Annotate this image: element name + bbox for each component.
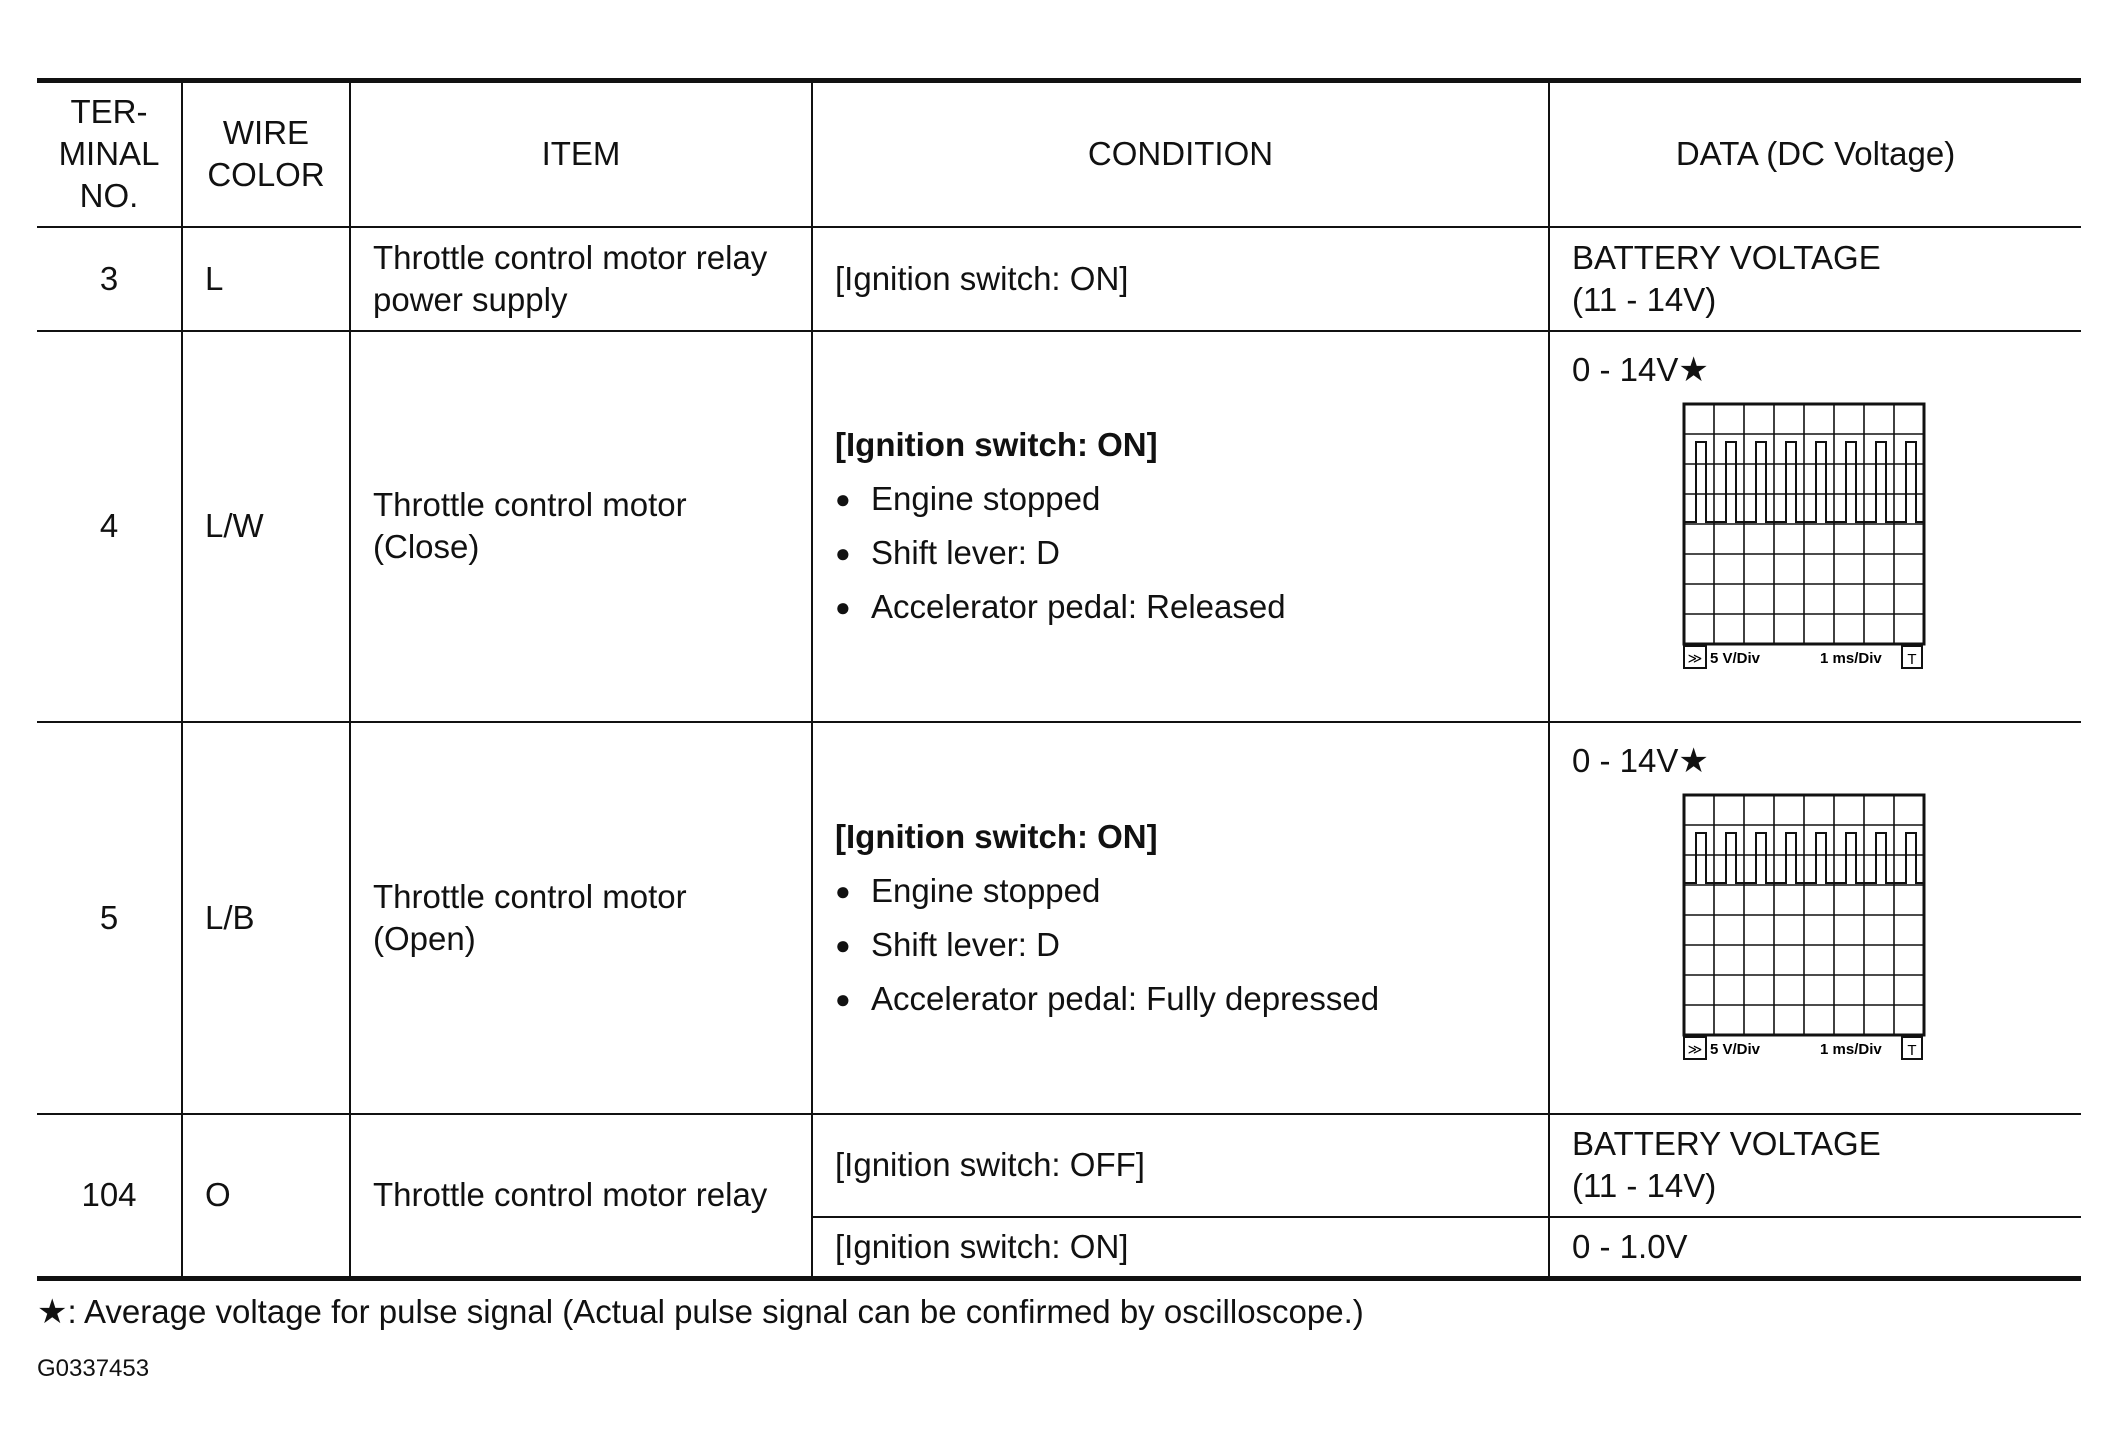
item-line1: Throttle control motor relay xyxy=(373,238,768,276)
terminal-data-table xyxy=(37,78,2081,1281)
header-terminal-line1: TER- xyxy=(70,93,148,131)
condition-cell: [Ignition switch: ON] xyxy=(812,1217,1549,1279)
star-icon: ★ xyxy=(1678,741,1709,780)
item-cell xyxy=(350,227,812,331)
table-row xyxy=(37,722,2081,1114)
terminal-cell: 4 xyxy=(37,331,182,722)
item-line1: Throttle control motor xyxy=(373,877,687,915)
data-cell xyxy=(1549,722,2081,1114)
condition-list xyxy=(835,472,1548,634)
scope-right-mark: T xyxy=(1907,650,1917,668)
condition-cell xyxy=(812,331,1549,722)
condition-bullet: ● Engine stopped xyxy=(835,864,1548,918)
header-data: DATA (DC Voltage) xyxy=(1549,81,2081,227)
data-line1: BATTERY VOLTAGE xyxy=(1572,238,1881,276)
condition-cell xyxy=(812,722,1549,1114)
data-line2: (11 - 14V) xyxy=(1572,1167,1717,1204)
header-row xyxy=(37,81,2081,227)
voltage-label xyxy=(1572,741,1709,781)
item-line2: power supply xyxy=(373,280,568,318)
header-wire-color xyxy=(182,81,350,227)
condition-heading: [Ignition switch: ON] xyxy=(835,426,1158,463)
scope-right-mark: T xyxy=(1907,1041,1917,1059)
table-row xyxy=(37,227,2081,331)
terminal-cell: 5 xyxy=(37,722,182,1114)
item-cell: Throttle control motor relay xyxy=(350,1114,812,1279)
scope-volts-div: 5 V/Div xyxy=(1710,649,1761,667)
data-cell: 0 - 1.0V xyxy=(1549,1217,2081,1279)
header-terminal-line3: NO. xyxy=(79,177,139,215)
star-icon: ★ xyxy=(1678,350,1709,389)
scope-time-div: 1 ms/Div xyxy=(1820,1040,1882,1058)
condition-bullet: ● Shift lever: D xyxy=(835,526,1548,580)
condition-list xyxy=(835,864,1548,1026)
header-condition: CONDITION xyxy=(812,81,1549,227)
wire-color-cell: L/B xyxy=(182,722,350,1114)
condition-heading: [Ignition switch: ON] xyxy=(835,817,1158,855)
data-line2: (11 - 14V) xyxy=(1572,280,1717,318)
terminal-cell: 3 xyxy=(37,227,182,331)
wire-color-cell: O xyxy=(182,1114,350,1279)
wire-color-cell: L xyxy=(182,227,350,331)
oscilloscope-waveform-icon xyxy=(1682,402,1926,672)
item-line1: Throttle control motor xyxy=(373,486,687,523)
wire-color-cell: L/W xyxy=(182,331,350,722)
condition-cell: [Ignition switch: OFF] xyxy=(812,1114,1549,1217)
condition-bullet: ● Engine stopped xyxy=(835,472,1548,526)
scope-left-mark: ≫ xyxy=(1687,1040,1703,1057)
figure-id: G0337453 xyxy=(37,1355,150,1382)
data-scope-area xyxy=(1550,332,2081,668)
data-cell xyxy=(1549,331,2081,722)
footnote xyxy=(37,1292,1364,1332)
data-cell xyxy=(1549,227,2081,331)
table-row xyxy=(37,1114,2081,1217)
item-line2: (Close) xyxy=(373,528,480,565)
condition-bullet: ● Shift lever: D xyxy=(835,918,1548,972)
condition-bullet: ● Accelerator pedal: Fully depressed xyxy=(835,972,1548,1026)
scope-left-mark: ≫ xyxy=(1687,649,1703,666)
terminal-cell: 104 xyxy=(37,1114,182,1279)
item-cell xyxy=(350,722,812,1114)
voltage-label xyxy=(1572,350,1709,390)
data-cell xyxy=(1549,1114,2081,1217)
header-terminal-line2: MINAL xyxy=(58,135,160,173)
header-wire-line1: WIRE xyxy=(222,114,310,152)
header-terminal-no xyxy=(37,81,182,227)
header-item: ITEM xyxy=(350,81,812,227)
scope-volts-div: 5 V/Div xyxy=(1710,1040,1761,1058)
oscilloscope-waveform-icon xyxy=(1682,793,1926,1063)
data-line1: BATTERY VOLTAGE xyxy=(1572,1125,1881,1162)
footnote-text: : Average voltage for pulse signal (Actual pulse signal can be confirmed by oscilloscope.) xyxy=(67,1293,1364,1330)
voltage-value: 0 - 14V xyxy=(1572,741,1679,779)
header-wire-line2: COLOR xyxy=(207,156,325,194)
item-cell xyxy=(350,331,812,722)
condition-bullet: ● Accelerator pedal: Released xyxy=(835,580,1548,634)
table-row xyxy=(37,331,2081,722)
data-scope-area xyxy=(1550,723,2081,1059)
star-icon: ★ xyxy=(37,1293,68,1331)
voltage-value: 0 - 14V xyxy=(1572,350,1679,388)
condition-cell: [Ignition switch: ON] xyxy=(812,227,1549,331)
scope-time-div: 1 ms/Div xyxy=(1820,649,1882,667)
item-line2: (Open) xyxy=(373,919,476,957)
